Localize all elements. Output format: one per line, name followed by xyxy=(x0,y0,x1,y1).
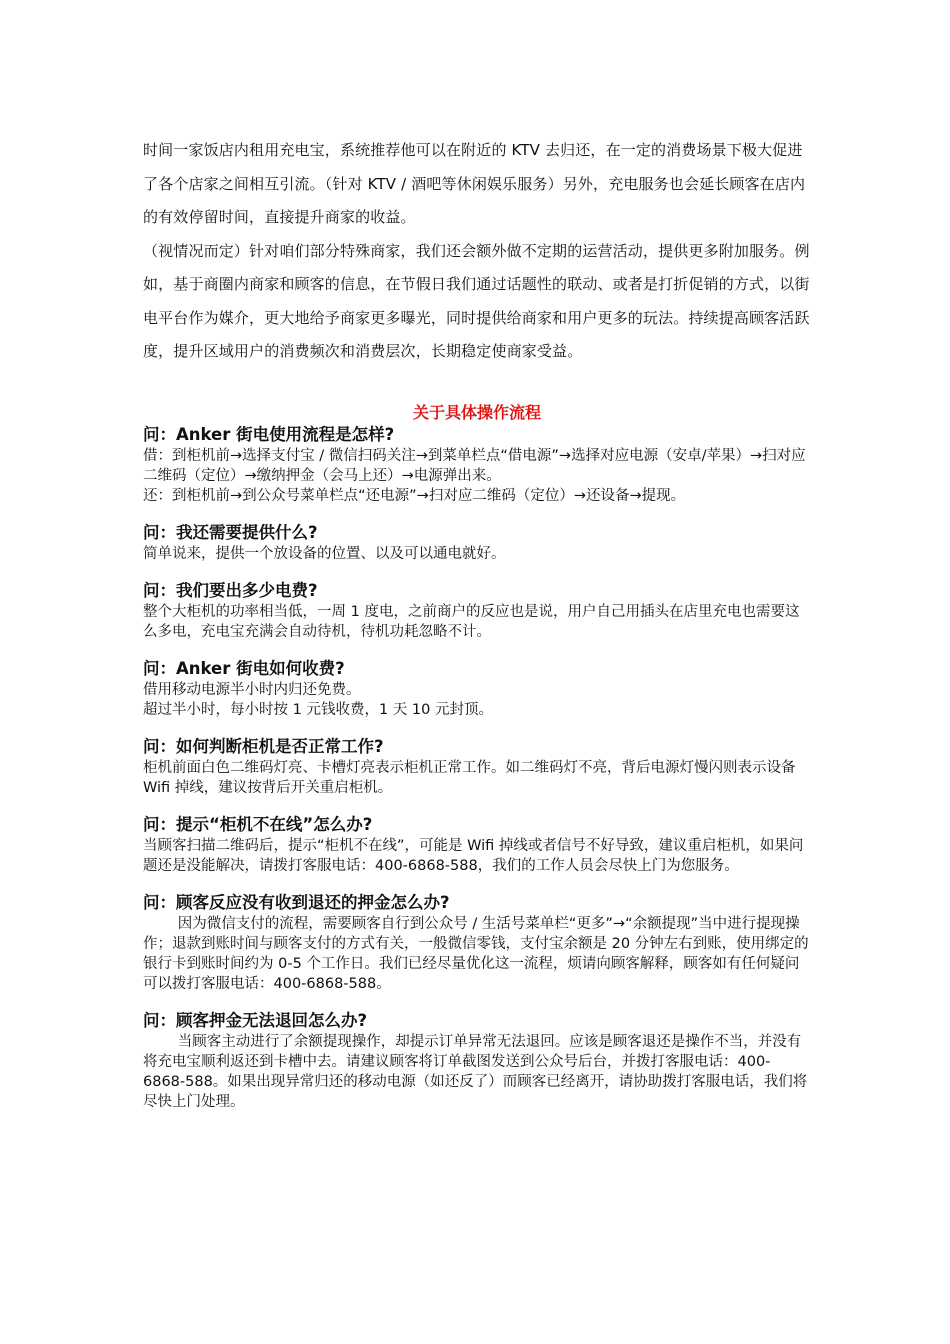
faq-question: 问：Anker 街电如何收费? xyxy=(143,658,345,678)
faq-question: 问：我还需要提供什么? xyxy=(143,522,318,542)
faq-answer: 超过半小时，每小时按 1 元钱收费，1 天 10 元封顶。 xyxy=(143,701,493,718)
faq-answer: 柜机前面白色二维码灯亮、卡槽灯亮表示柜机正常工作。如二维码灯不亮，背后电源灯慢闪则表示设备 Wifi 掉线，建议按背后开关重启柜机。 xyxy=(143,759,796,796)
faq-item xyxy=(143,522,811,564)
faq-answer: 还：到柜机前→到公众号菜单栏点“还电源”→扫对应二维码（定位）→还设备→提现。 xyxy=(143,487,686,504)
faq-question: 问：顾客反应没有收到退还的押金怎么办? xyxy=(143,892,450,912)
faq-list xyxy=(143,424,811,1112)
faq-item xyxy=(143,736,811,798)
faq-question: 问：我们要出多少电费? xyxy=(143,580,318,600)
faq-answer: 借：到柜机前→选择支付宝 / 微信扫码关注→到菜单栏点“借电源”→选择对应电源（安卓/苹果）→扫对应二维码（定位）→缴纳押金（会马上还）→电源弹出来。 xyxy=(143,447,806,484)
intro-section xyxy=(143,134,811,369)
faq-answer: 简单说来，提供一个放设备的位置、以及可以通电就好。 xyxy=(143,545,506,562)
section-title: 关于具体操作流程 xyxy=(412,402,541,422)
intro-paragraph: （视情况而定）针对咱们部分特殊商家，我们还会额外做不定期的运营活动，提供更多附加服务。例如，基于商圈内商家和顾客的信息，在节假日我们通过话题性的联动、或者是打折促销的方式，以街电平台作为媒介，更大地给予商家更多曝光，同时提供给商家和用户更多的玩法。持续提高顾客活跃度，提升区域用户的消费频次和消费层次，长期稳定使商家受益。 xyxy=(143,241,810,360)
document-page xyxy=(143,134,811,1128)
faq-question: 问：顾客押金无法退回怎么办? xyxy=(143,1010,368,1030)
faq-answer: 因为微信支付的流程，需要顾客自行到公众号 / 生活号菜单栏“更多”→“余额提现”当中进行提现操作；退款到账时间与顾客支付的方式有关，一般微信零钱，支付宝余额是 20 分钟左右到账，使用绑定的银行卡到账时间约为 0-5 个工作日。我们已经尽量优化这一流程，烦请向顾客解释，顾客如有任何疑问可以拨打客服电话：400-6868-588。 xyxy=(143,915,809,992)
faq-item xyxy=(143,892,811,994)
faq-item xyxy=(143,424,811,506)
faq-answer: 借用移动电源半小时内归还免费。 xyxy=(143,681,361,698)
faq-question: 问：Anker 街电使用流程是怎样? xyxy=(143,424,395,444)
faq-item xyxy=(143,1010,811,1112)
faq-question: 问：如何判断柜机是否正常工作? xyxy=(143,736,384,756)
faq-item xyxy=(143,814,811,876)
faq-answer: 当顾客主动进行了余额提现操作，却提示订单异常无法退回。应该是顾客退还是操作不当，并没有将充电宝顺利返还到卡槽中去。请建议顾客将订单截图发送到公众号后台，并拨打客服电话：400-6868-588。如果出现异常归还的移动电源（如还反了）而顾客已经离开，请协助拨打客服电话，我们将尽快上门处理。 xyxy=(143,1033,808,1110)
faq-question: 问：提示“柜机不在线”怎么办? xyxy=(143,814,373,834)
faq-answer: 当顾客扫描二维码后，提示“柜机不在线”，可能是 Wifi 掉线或者信号不好导致，建议重启柜机，如果问题还是没能解决，请拨打客服电话：400-6868-588，我们的工作人员会尽快上门为您服务。 xyxy=(143,837,804,874)
faq-item xyxy=(143,658,811,720)
intro-paragraph: 时间一家饭店内租用充电宝，系统推荐他可以在附近的 KTV 去归还，在一定的消费场景下极大促进了各个店家之间相互引流。（针对 KTV / 酒吧等休闲娱乐服务）另外，充电服务也会延长顾客在店内的有效停留时间，直接提升商家的收益。 xyxy=(143,141,806,226)
faq-answer: 整个大柜机的功率相当低，一周 1 度电，之前商户的反应也是说，用户自己用插头在店里充电也需要这么多电，充电宝充满会自动待机，待机功耗忽略不计。 xyxy=(143,603,800,640)
faq-item xyxy=(143,580,811,642)
